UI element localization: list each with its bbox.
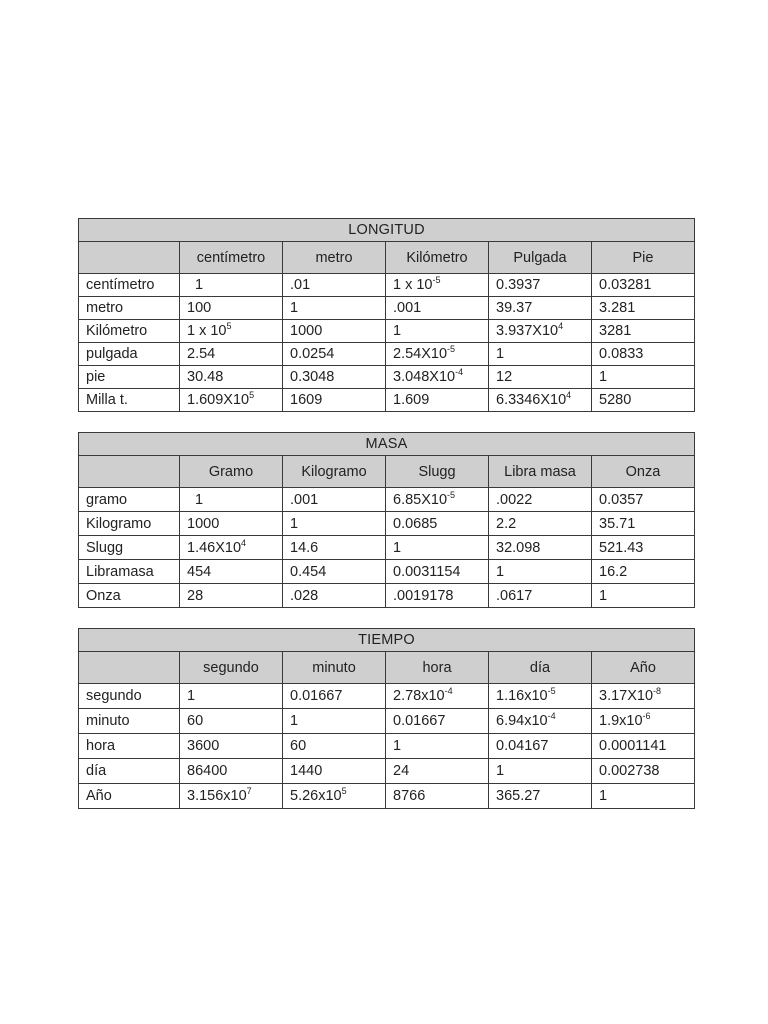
table-cell: 0.002738 [592, 759, 695, 784]
table-cell: 35.71 [592, 512, 695, 536]
table-row [79, 709, 695, 734]
table-cell: .0022 [489, 488, 592, 512]
row-label: Kilómetro [79, 320, 180, 343]
table-cell: 1000 [283, 320, 386, 343]
table-row [79, 536, 695, 560]
table-title: LONGITUD [79, 219, 695, 242]
row-label: Año [79, 784, 180, 809]
column-header-row [79, 652, 695, 684]
table-cell: 1 [180, 274, 283, 297]
table-row [79, 512, 695, 536]
table-cell: $3.048X10^{-4}$ [386, 366, 489, 389]
table-cell: 1609 [283, 389, 386, 412]
table-cell: 1 [592, 784, 695, 809]
table-cell: 0.03281 [592, 274, 695, 297]
table-row [79, 584, 695, 608]
table-cell: 0.3937 [489, 274, 592, 297]
masa-table [78, 432, 695, 608]
table-cell: 0.0031154 [386, 560, 489, 584]
table-cell: $3.937X10^4$ [489, 320, 592, 343]
table-cell: 0.04167 [489, 734, 592, 759]
column-header: Slugg [386, 456, 489, 488]
table-cell: 30.48 [180, 366, 283, 389]
table-cell: .01 [283, 274, 386, 297]
table-cell: 28 [180, 584, 283, 608]
table-cell: 365.27 [489, 784, 592, 809]
column-header: Gramo [180, 456, 283, 488]
table-cell: $1.46X10^4$ [180, 536, 283, 560]
table-cell: 3281 [592, 320, 695, 343]
table-cell: .001 [283, 488, 386, 512]
table-cell: $1.9x10^{-6}$ [592, 709, 695, 734]
table-cell: 3600 [180, 734, 283, 759]
column-header: Onza [592, 456, 695, 488]
row-label: Slugg [79, 536, 180, 560]
table-cell: 1 [283, 297, 386, 320]
row-label: pie [79, 366, 180, 389]
column-header [79, 242, 180, 274]
table-cell: 1440 [283, 759, 386, 784]
table-cell: 1 x $10^5$ [180, 320, 283, 343]
column-header: minuto [283, 652, 386, 684]
table-cell: 1 [386, 536, 489, 560]
table-row [79, 488, 695, 512]
table-cell: 0.0833 [592, 343, 695, 366]
row-label: minuto [79, 709, 180, 734]
table-cell: 3.281 [592, 297, 695, 320]
table-cell: $3.17X10^{-8}$ [592, 684, 695, 709]
table-cell: 0.3048 [283, 366, 386, 389]
table-cell: 1 [592, 366, 695, 389]
table-cell: 0.454 [283, 560, 386, 584]
table-row [79, 274, 695, 297]
table-cell: 1 [386, 320, 489, 343]
table-title: TIEMPO [79, 629, 695, 652]
table-cell: $1.609X10^5$ [180, 389, 283, 412]
longitud-table [78, 218, 695, 412]
table-cell: $6.3346X10^4$ [489, 389, 592, 412]
table-row [79, 684, 695, 709]
table-cell: 0.0254 [283, 343, 386, 366]
column-header: centímetro [180, 242, 283, 274]
table-cell: $5.26x10^5$ [283, 784, 386, 809]
table-cell: 1 [180, 684, 283, 709]
table-cell: 1 [283, 512, 386, 536]
column-header: hora [386, 652, 489, 684]
table-row [79, 297, 695, 320]
table-cell: 60 [283, 734, 386, 759]
table-cell: $2.54X10^{-5}$ [386, 343, 489, 366]
table-cell: .0617 [489, 584, 592, 608]
table-cell: 14.6 [283, 536, 386, 560]
column-header: día [489, 652, 592, 684]
table-row [79, 366, 695, 389]
table-row [79, 734, 695, 759]
table-cell: $2.78x10^{-4}$ [386, 684, 489, 709]
column-header: Kilogramo [283, 456, 386, 488]
row-label: día [79, 759, 180, 784]
table-cell: 2.54 [180, 343, 283, 366]
table-cell: 5280 [592, 389, 695, 412]
table-cell: 0.0001141 [592, 734, 695, 759]
column-header [79, 456, 180, 488]
table-cell: 454 [180, 560, 283, 584]
table-cell: 0.0357 [592, 488, 695, 512]
row-label: Milla t. [79, 389, 180, 412]
table-cell: 1 [283, 709, 386, 734]
table-cell: $1.16x10^{-5}$ [489, 684, 592, 709]
table-cell: $6.85X10^{-5}$ [386, 488, 489, 512]
table-cell: .028 [283, 584, 386, 608]
table-cell: 16.2 [592, 560, 695, 584]
table-row [79, 759, 695, 784]
table-cell: 86400 [180, 759, 283, 784]
table-title: MASA [79, 433, 695, 456]
column-header: Libra masa [489, 456, 592, 488]
table-cell: 1 [180, 488, 283, 512]
table-cell: 12 [489, 366, 592, 389]
row-label: hora [79, 734, 180, 759]
row-label: centímetro [79, 274, 180, 297]
table-title-row [79, 219, 695, 242]
table-row [79, 560, 695, 584]
table-row [79, 784, 695, 809]
column-header: Pulgada [489, 242, 592, 274]
table-cell: 1000 [180, 512, 283, 536]
table-cell: 60 [180, 709, 283, 734]
table-title-row [79, 433, 695, 456]
table-cell: 1 [592, 584, 695, 608]
row-label: Onza [79, 584, 180, 608]
table-cell: 0.0685 [386, 512, 489, 536]
table-cell: 100 [180, 297, 283, 320]
table-cell: 39.37 [489, 297, 592, 320]
table-cell: 1 [489, 759, 592, 784]
table-cell: 24 [386, 759, 489, 784]
row-label: pulgada [79, 343, 180, 366]
row-label: gramo [79, 488, 180, 512]
table-cell: .0019178 [386, 584, 489, 608]
row-label: Libramasa [79, 560, 180, 584]
table-row [79, 389, 695, 412]
column-header: metro [283, 242, 386, 274]
table-cell: 1 [386, 734, 489, 759]
table-row [79, 320, 695, 343]
table-cell: 0.01667 [386, 709, 489, 734]
column-header-row [79, 242, 695, 274]
table-cell: 2.2 [489, 512, 592, 536]
column-header: Año [592, 652, 695, 684]
table-cell: 0.01667 [283, 684, 386, 709]
table-row [79, 343, 695, 366]
table-cell: 1.609 [386, 389, 489, 412]
table-cell: 1 [489, 560, 592, 584]
table-title-row [79, 629, 695, 652]
table-cell: 1 x $10^{-5}$ [386, 274, 489, 297]
table-cell: $3.156x10^7$ [180, 784, 283, 809]
table-cell: $6.94x10^{-4}$ [489, 709, 592, 734]
table-cell: 521.43 [592, 536, 695, 560]
column-header [79, 652, 180, 684]
row-label: Kilogramo [79, 512, 180, 536]
table-cell: .001 [386, 297, 489, 320]
table-cell: 32.098 [489, 536, 592, 560]
tiempo-table [78, 628, 695, 809]
table-cell: 8766 [386, 784, 489, 809]
column-header: segundo [180, 652, 283, 684]
column-header: Pie [592, 242, 695, 274]
column-header: Kilómetro [386, 242, 489, 274]
row-label: segundo [79, 684, 180, 709]
row-label: metro [79, 297, 180, 320]
table-cell: 1 [489, 343, 592, 366]
column-header-row [79, 456, 695, 488]
